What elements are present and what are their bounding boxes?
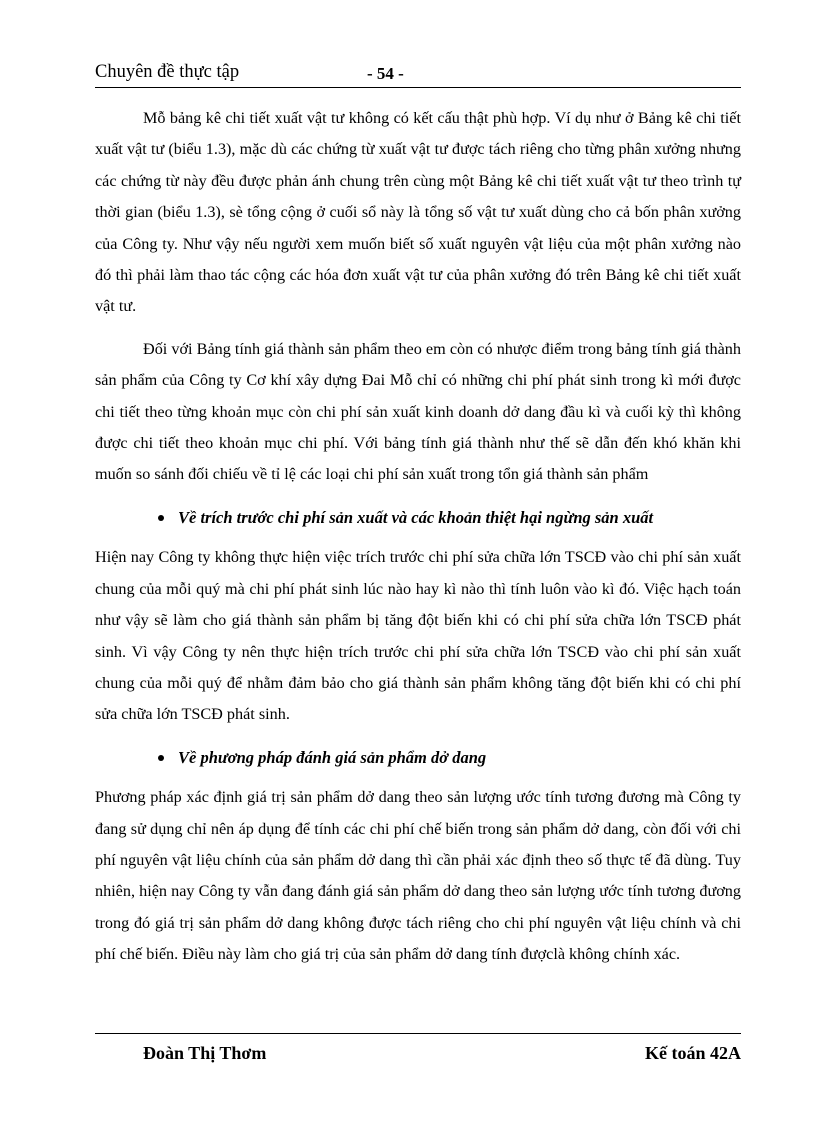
bullet-icon <box>158 755 164 761</box>
paragraph: Đối với Bảng tính giá thành sản phẩm theo em còn có nhược điểm trong bảng tính giá thành sản phẩm của Công ty Cơ khí xây dựng Đai Mỗ chỉ có những chi phí phát sinh trong kì mới được chi tiết theo từng khoản mục còn chi phí sản xuất kinh doanh dở dang đầu kì và cuối kỳ thì không được chi tiết theo khoản mục chi phí. Với bảng tính giá thành như thế sẽ dẫn đến khó khăn khi muốn so sánh đối chiếu về tỉ lệ các loại chi phí sản xuất trong tổn giá thành sản phẩm <box>95 339 741 484</box>
section-heading <box>95 502 741 533</box>
paragraph: Phương pháp xác định giá trị sản phẩm dở dang theo sản lượng ước tính tương đương mà Công ty đang sử dụng chỉ nên áp dụng để tính các chi phí chế biến trong sản phẩm dở dang, còn đối với chi phí nguyên vật liệu chính của sản phẩm dở dang thì cần phải xác định theo số thực tế đã dùng. Tuy nhiên, hiện nay Công ty vẫn đang đánh giá sản phẩm dở dang theo sản lượng ước tính tương đương trong đó giá trị sản phẩm dở dang không được tách riêng cho chi phí nguyên vật liệu chính và chi phí chế biến. Điều này làm cho giá trị của sản phẩm dở dang tính đượclà không chính xác. <box>95 788 741 964</box>
section-heading-text: Về phương pháp đánh giá sản phẩm dở dang <box>178 747 487 767</box>
document-body <box>95 103 741 971</box>
page-number: - 54 - <box>367 64 404 83</box>
footer-author: Đoàn Thị Thơm <box>143 1043 267 1063</box>
page-header <box>95 60 741 88</box>
paragraph: Hiện nay Công ty không thực hiện việc trích trước chi phí sửa chữa lớn TSCĐ vào chi phí sản xuất chung của mỗi quý mà chi phí phát sinh lúc nào hay kì nào thì tính luôn vào kì đó. Việc hạch toán như vậy sẽ làm cho giá thành sản phẩm bị tăng đột biến khi có chi phí sửa chữa lớn TSCĐ phát sinh. Vì vậy Công ty nên thực hiện trích trước chi phí sửa chữa lớn TSCĐ vào chi phí sản xuất chung của mỗi quý để nhằm đảm bảo cho giá thành sản phẩm không tăng đột biến khi có chi phí sửa chữa lớn TSCĐ phát sinh. <box>95 548 741 724</box>
section-heading <box>95 742 741 773</box>
bullet-icon <box>158 515 164 521</box>
section-heading-text: Về trích trước chi phí sản xuất và các khoản thiệt hại ngừng sản xuất <box>178 507 654 527</box>
header-title: Chuyên đề thực tập <box>95 62 240 82</box>
paragraph: Mỗ bảng kê chi tiết xuất vật tư không có kết cấu thật phù hợp. Ví dụ như ở Bảng kê chi tiết xuất vật tư (biểu 1.3), mặc dù các chứng từ xuất vật tư được tách riêng cho từng phân xưởng nhưng các chứng từ này đều được phản ánh chung trên cùng một Bảng kê chi tiết xuất vật tư theo trình tự thời gian (biểu 1.3), sè tổng cộng ở cuối sổ này là tổng số vật tư xuất dùng cho cả bốn phân xưởng của Công ty. Như vậy nếu người xem muốn biết số xuất nguyên vật liệu của một phân xưởng nào đó thì phải làm thao tác cộng các hóa đơn xuất vật tư của phân xưởng đó trên Bảng kê chi tiết xuất vật tư. <box>95 109 741 316</box>
footer-class: Kế toán 42A <box>645 1043 741 1063</box>
page-footer <box>95 1033 741 1074</box>
